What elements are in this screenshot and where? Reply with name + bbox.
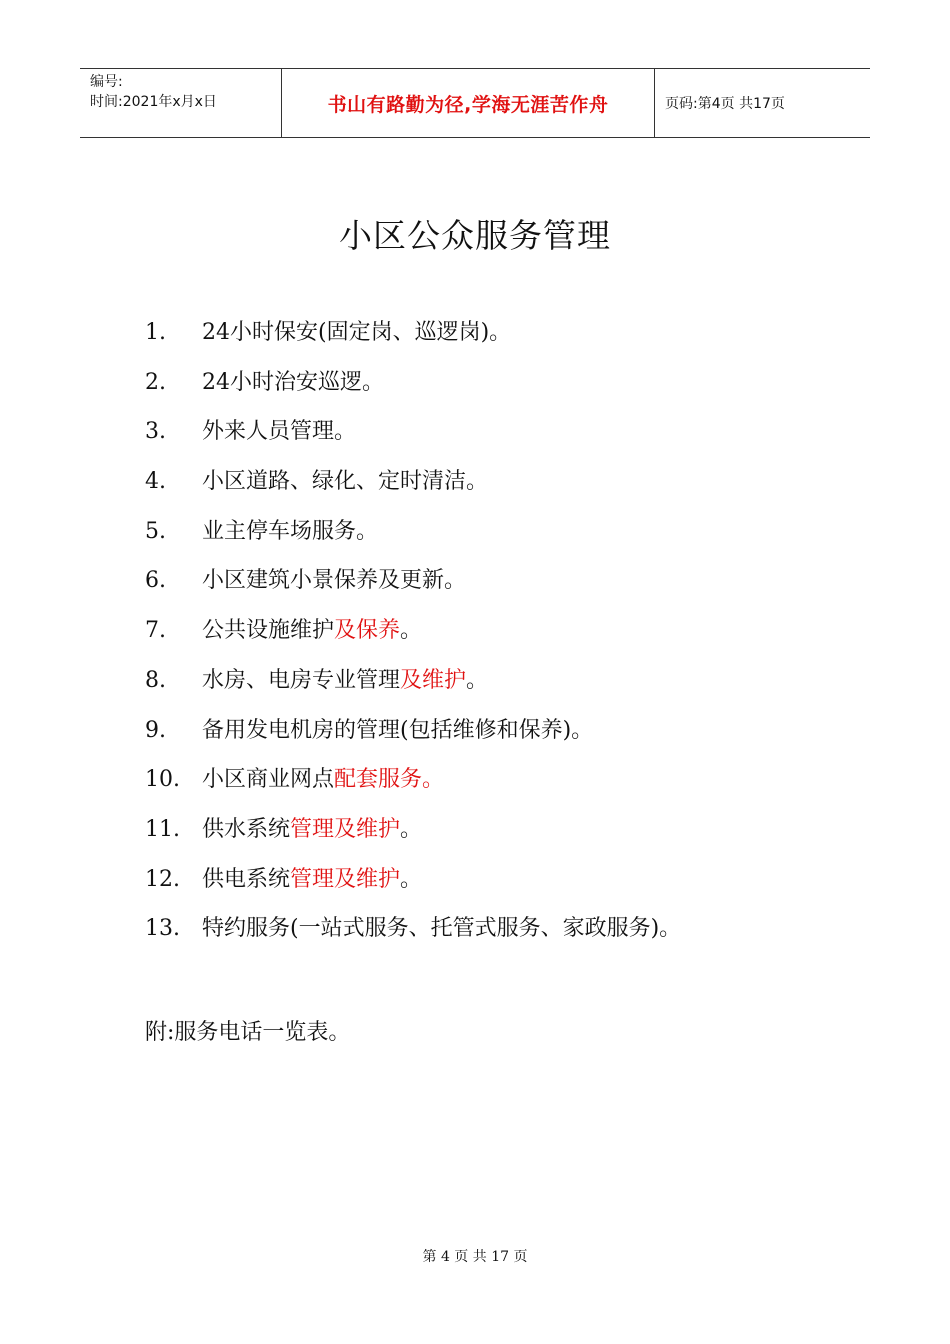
item-text: 特约服务(一站式服务、托管式服务、家政服务)。 [202,916,682,942]
item-text: 供电系统 [202,866,291,892]
list-item [145,810,865,860]
document-title: 小区公众服务管理 [339,216,611,255]
item-number: 13. [145,916,180,942]
list-item [145,561,865,611]
list-item [145,462,865,512]
item-highlight: 及维护 [400,667,467,693]
item-suffix: 。 [400,866,423,892]
item-number: 9. [145,717,166,743]
item-text: 业主停车场服务。 [202,518,379,544]
item-number: 8. [145,667,166,693]
item-highlight: 管理及维护 [290,866,401,892]
item-text: 水房、电房专业管理 [202,667,401,693]
list-item [145,313,865,363]
item-number: 7. [145,618,166,644]
item-number: 4. [145,469,166,495]
header-meta [80,69,282,137]
list-item [145,512,865,562]
list-item [145,909,865,959]
item-text: 24小时治安巡逻。 [202,369,384,395]
serial-label: 编号: [90,74,123,90]
item-number: 12. [145,866,180,892]
list-item [145,760,865,810]
item-text: 外来人员管理。 [202,419,357,445]
list-item [145,412,865,462]
service-list [145,313,865,959]
item-number: 2. [145,369,166,395]
item-text: 小区商业网点 [202,767,335,793]
item-number: 10. [145,767,180,793]
item-text: 24小时保安(固定岗、巡逻岗)。 [202,320,512,345]
header-page-info: 页码:第4页 共17页 [665,96,785,112]
item-text: 供水系统 [202,816,291,842]
list-item [145,611,865,661]
item-number: 11. [145,816,180,842]
item-text: 备用发电机房的管理(包括维修和保养)。 [202,717,594,743]
item-number: 3. [145,419,166,445]
header-motto: 书山有路勤为径,学海无涯苦作舟 [282,69,655,137]
item-highlight: 配套服务。 [334,767,445,793]
item-highlight: 及保养 [334,618,401,644]
page-footer: 第 4 页 共 17 页 [422,1249,528,1265]
item-suffix: 。 [400,618,423,644]
list-item [145,711,865,761]
item-suffix: 。 [466,667,489,693]
item-number: 6. [145,568,166,594]
page-header [80,68,870,138]
item-text: 小区道路、绿化、定时清洁。 [202,469,489,495]
item-number: 5. [145,518,166,544]
item-number: 1. [145,320,166,345]
appendix-note: 附:服务电话一览表。 [145,1020,351,1045]
item-suffix: 。 [400,816,423,842]
date-label: 时间:2021年x月x日 [90,94,217,110]
item-text: 公共设施维护 [202,618,335,644]
list-item [145,860,865,910]
list-item [145,363,865,413]
list-item [145,661,865,711]
item-text: 小区建筑小景保养及更新。 [202,568,467,594]
item-highlight: 管理及维护 [290,816,401,842]
